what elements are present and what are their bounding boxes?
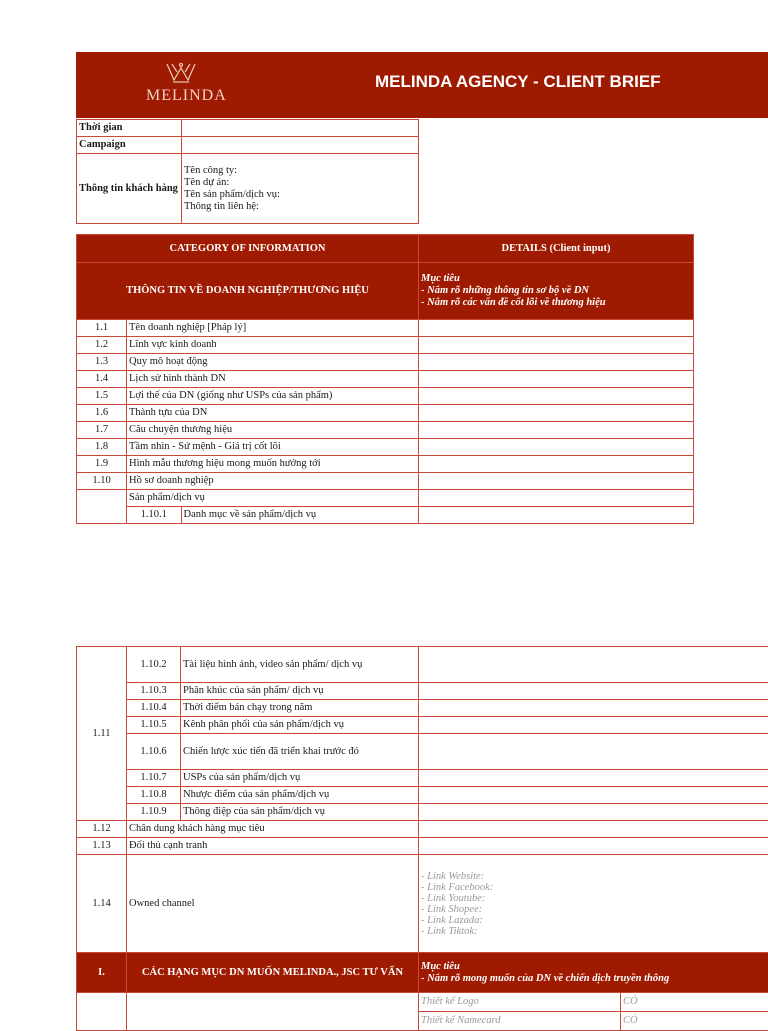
section-goal-services [419,953,768,993]
col-header-category: CATEGORY OF INFORMATION [77,235,419,263]
row-number: 1.4 [77,371,127,388]
table-row [77,787,768,804]
table-row [77,804,768,821]
goal-label: Mục tiêu [421,961,766,973]
sub-row-number: 1.10.9 [127,804,181,821]
goal-line: - Nắm rõ mong muốn của DN về chiến dịch truyền thông [421,973,766,985]
detail-cell[interactable] [419,683,768,700]
link-facebook: - Link Facebook: [421,882,766,893]
info-table [76,119,419,224]
detail-cell[interactable] [419,337,694,354]
table-row [77,439,694,456]
section-title-business: THÔNG TIN VỀ DOANH NGHIỆP/THƯƠNG HIỆU [77,263,419,320]
page-title: MELINDA AGENCY - CLIENT BRIEF [375,72,692,92]
link-shopee: - Link Shopee: [421,904,766,915]
detail-cell[interactable] [419,422,694,439]
row-number: 1.3 [77,354,127,371]
table-row [77,734,768,770]
table-row [77,337,694,354]
time-field[interactable] [182,120,419,137]
row-label: Chân dung khách hàng mục tiêu [127,821,419,838]
row-number: 1.2 [77,337,127,354]
table-row [77,683,768,700]
goal-line: - Nắm rõ các vấn đề cốt lõi về thương hiệu [421,297,691,309]
detail-cell[interactable] [419,821,768,838]
detail-cell[interactable] [419,700,768,717]
row-number: 1.8 [77,439,127,456]
row-number: 1.12 [77,821,127,838]
owned-channel-links[interactable] [419,855,768,953]
service-item-value[interactable]: CÓ [621,993,768,1012]
detail-cell[interactable] [419,804,768,821]
sub-row-number: 1.10.2 [127,647,181,683]
row-label-owned-channel: Owned channel [127,855,419,953]
detail-cell[interactable] [419,787,768,804]
table-row [77,371,694,388]
section-title-services: CÁC HẠNG MỤC DN MUỐN MELINDA., JSC TƯ VẤN [127,953,419,993]
sub-row-number: 1.10.3 [127,683,181,700]
service-item-label: Thiết kế Logo [419,993,621,1012]
link-website: - Link Website: [421,871,766,882]
row-number: 1.11 [77,647,127,821]
detail-cell[interactable] [419,388,694,405]
service-item-value[interactable]: CÓ [621,1012,768,1031]
client-info-label: Thông tin khách hàng [77,154,182,224]
row-label: Danh mục về sản phẩm/dịch vụ [181,507,418,523]
client-field-company: Tên công ty: [184,165,416,177]
sub-row-number: 1.10.6 [127,734,181,770]
detail-cell[interactable] [419,717,768,734]
service-item-label: Thiết kế Namecard [419,1012,621,1031]
row-number: 1.1 [77,320,127,337]
row-number-blank [77,993,127,1031]
row-label: Kênh phân phối của sản phẩm/dịch vụ [181,717,419,734]
row-label: Thời điểm bán chạy trong năm [181,700,419,717]
table-row [77,770,768,787]
link-tiktok: - Link Tiktok: [421,926,766,937]
table-row [77,422,694,439]
table-row [77,354,694,371]
client-field-project: Tên dự án: [184,177,416,189]
detail-cell[interactable] [419,647,768,683]
detail-cell[interactable] [419,838,768,855]
row-label: Thông điệp của sản phẩm/dịch vụ [181,804,419,821]
table-row [77,388,694,405]
row-label: Câu chuyện thương hiệu [127,422,419,439]
detail-cell[interactable] [419,354,694,371]
table-row [77,456,694,473]
time-label: Thời gian [77,120,182,137]
table-row [77,700,768,717]
detail-cell[interactable] [419,439,694,456]
goal-line: - Nắm rõ những thông tin sơ bộ về DN [421,285,691,297]
detail-cell[interactable] [419,734,768,770]
sub-row-number: 1.10.8 [127,787,181,804]
row-label: Tầm nhìn - Sứ mệnh - Giá trị cốt lõi [127,439,419,456]
link-lazada: - Link Lazada: [421,915,766,926]
link-youtube: - Link Youtube: [421,893,766,904]
row-number: 1.13 [77,838,127,855]
row-number: 1.14 [77,855,127,953]
detail-cell[interactable] [419,456,694,473]
row-number: 1.10 [77,473,127,490]
sub-item-cell [127,507,419,524]
detail-cell[interactable] [419,371,694,388]
row-label: Tài liệu hình ảnh, video sản phẩm/ dịch vụ [181,647,419,683]
row-number: 1.9 [77,456,127,473]
section-number: I. [77,953,127,993]
table-row [77,405,694,422]
table-row [77,717,768,734]
detail-cell[interactable] [419,473,694,490]
row-label: Tên doanh nghiệp [Pháp lý] [127,320,419,337]
logo-text: MELINDA [146,88,216,104]
row-label: Lĩnh vực kinh doanh [127,337,419,354]
crown-icon [163,60,199,88]
row-number-blank [77,490,127,524]
detail-cell[interactable] [419,507,694,524]
sub-row-number: 1.10.5 [127,717,181,734]
brief-table-bottom [76,646,768,1031]
row-number: 1.7 [77,422,127,439]
sub-row-number: 1.10.4 [127,700,181,717]
detail-cell[interactable] [419,405,694,422]
table-row [77,320,694,337]
brief-table-top [76,234,694,524]
row-label: Hồ sơ doanh nghiệp [127,473,419,490]
row-label: Hình mẫu thương hiệu mong muốn hướng tới [127,456,419,473]
section-goal-business [419,263,694,320]
goal-label: Mục tiêu [421,273,691,285]
row-label: Quy mô hoạt động [127,354,419,371]
row-label: Đối thủ cạnh tranh [127,838,419,855]
row-label: Nhược điểm của sản phẩm/dịch vụ [181,787,419,804]
row-label-blank [127,993,419,1031]
product-label: Sản phẩm/dịch vụ [127,490,419,507]
col-header-details: DETAILS (Client input) [419,235,694,263]
table-row [77,838,768,855]
table-row [77,473,694,490]
row-label: Phân khúc của sản phẩm/ dịch vụ [181,683,419,700]
row-number: 1.6 [77,405,127,422]
row-number: 1.5 [77,388,127,405]
table-row [77,647,768,683]
table-row [77,821,768,838]
detail-cell[interactable] [419,490,694,507]
detail-cell[interactable] [419,770,768,787]
row-label: Lợi thế của DN (giống như USPs của sản phẩm) [127,388,419,405]
client-field-product: Tên sản phẩm/dịch vụ: [184,189,416,201]
sub-row-number: 1.10.7 [127,770,181,787]
row-label: Thành tựu của DN [127,405,419,422]
row-number: 1.10.1 [127,507,181,523]
campaign-label: Campaign [77,137,182,154]
brand-logo [146,60,216,112]
header-banner [76,52,768,118]
row-label: USPs của sản phẩm/dịch vụ [181,770,419,787]
detail-cell[interactable] [419,320,694,337]
client-field-contact: Thông tin liên hệ: [184,201,416,213]
row-label: Lịch sử hình thành DN [127,371,419,388]
client-info-field[interactable] [182,154,419,224]
campaign-field[interactable] [182,137,419,154]
row-label: Chiến lược xúc tiến đã triển khai trước đó [181,734,419,770]
